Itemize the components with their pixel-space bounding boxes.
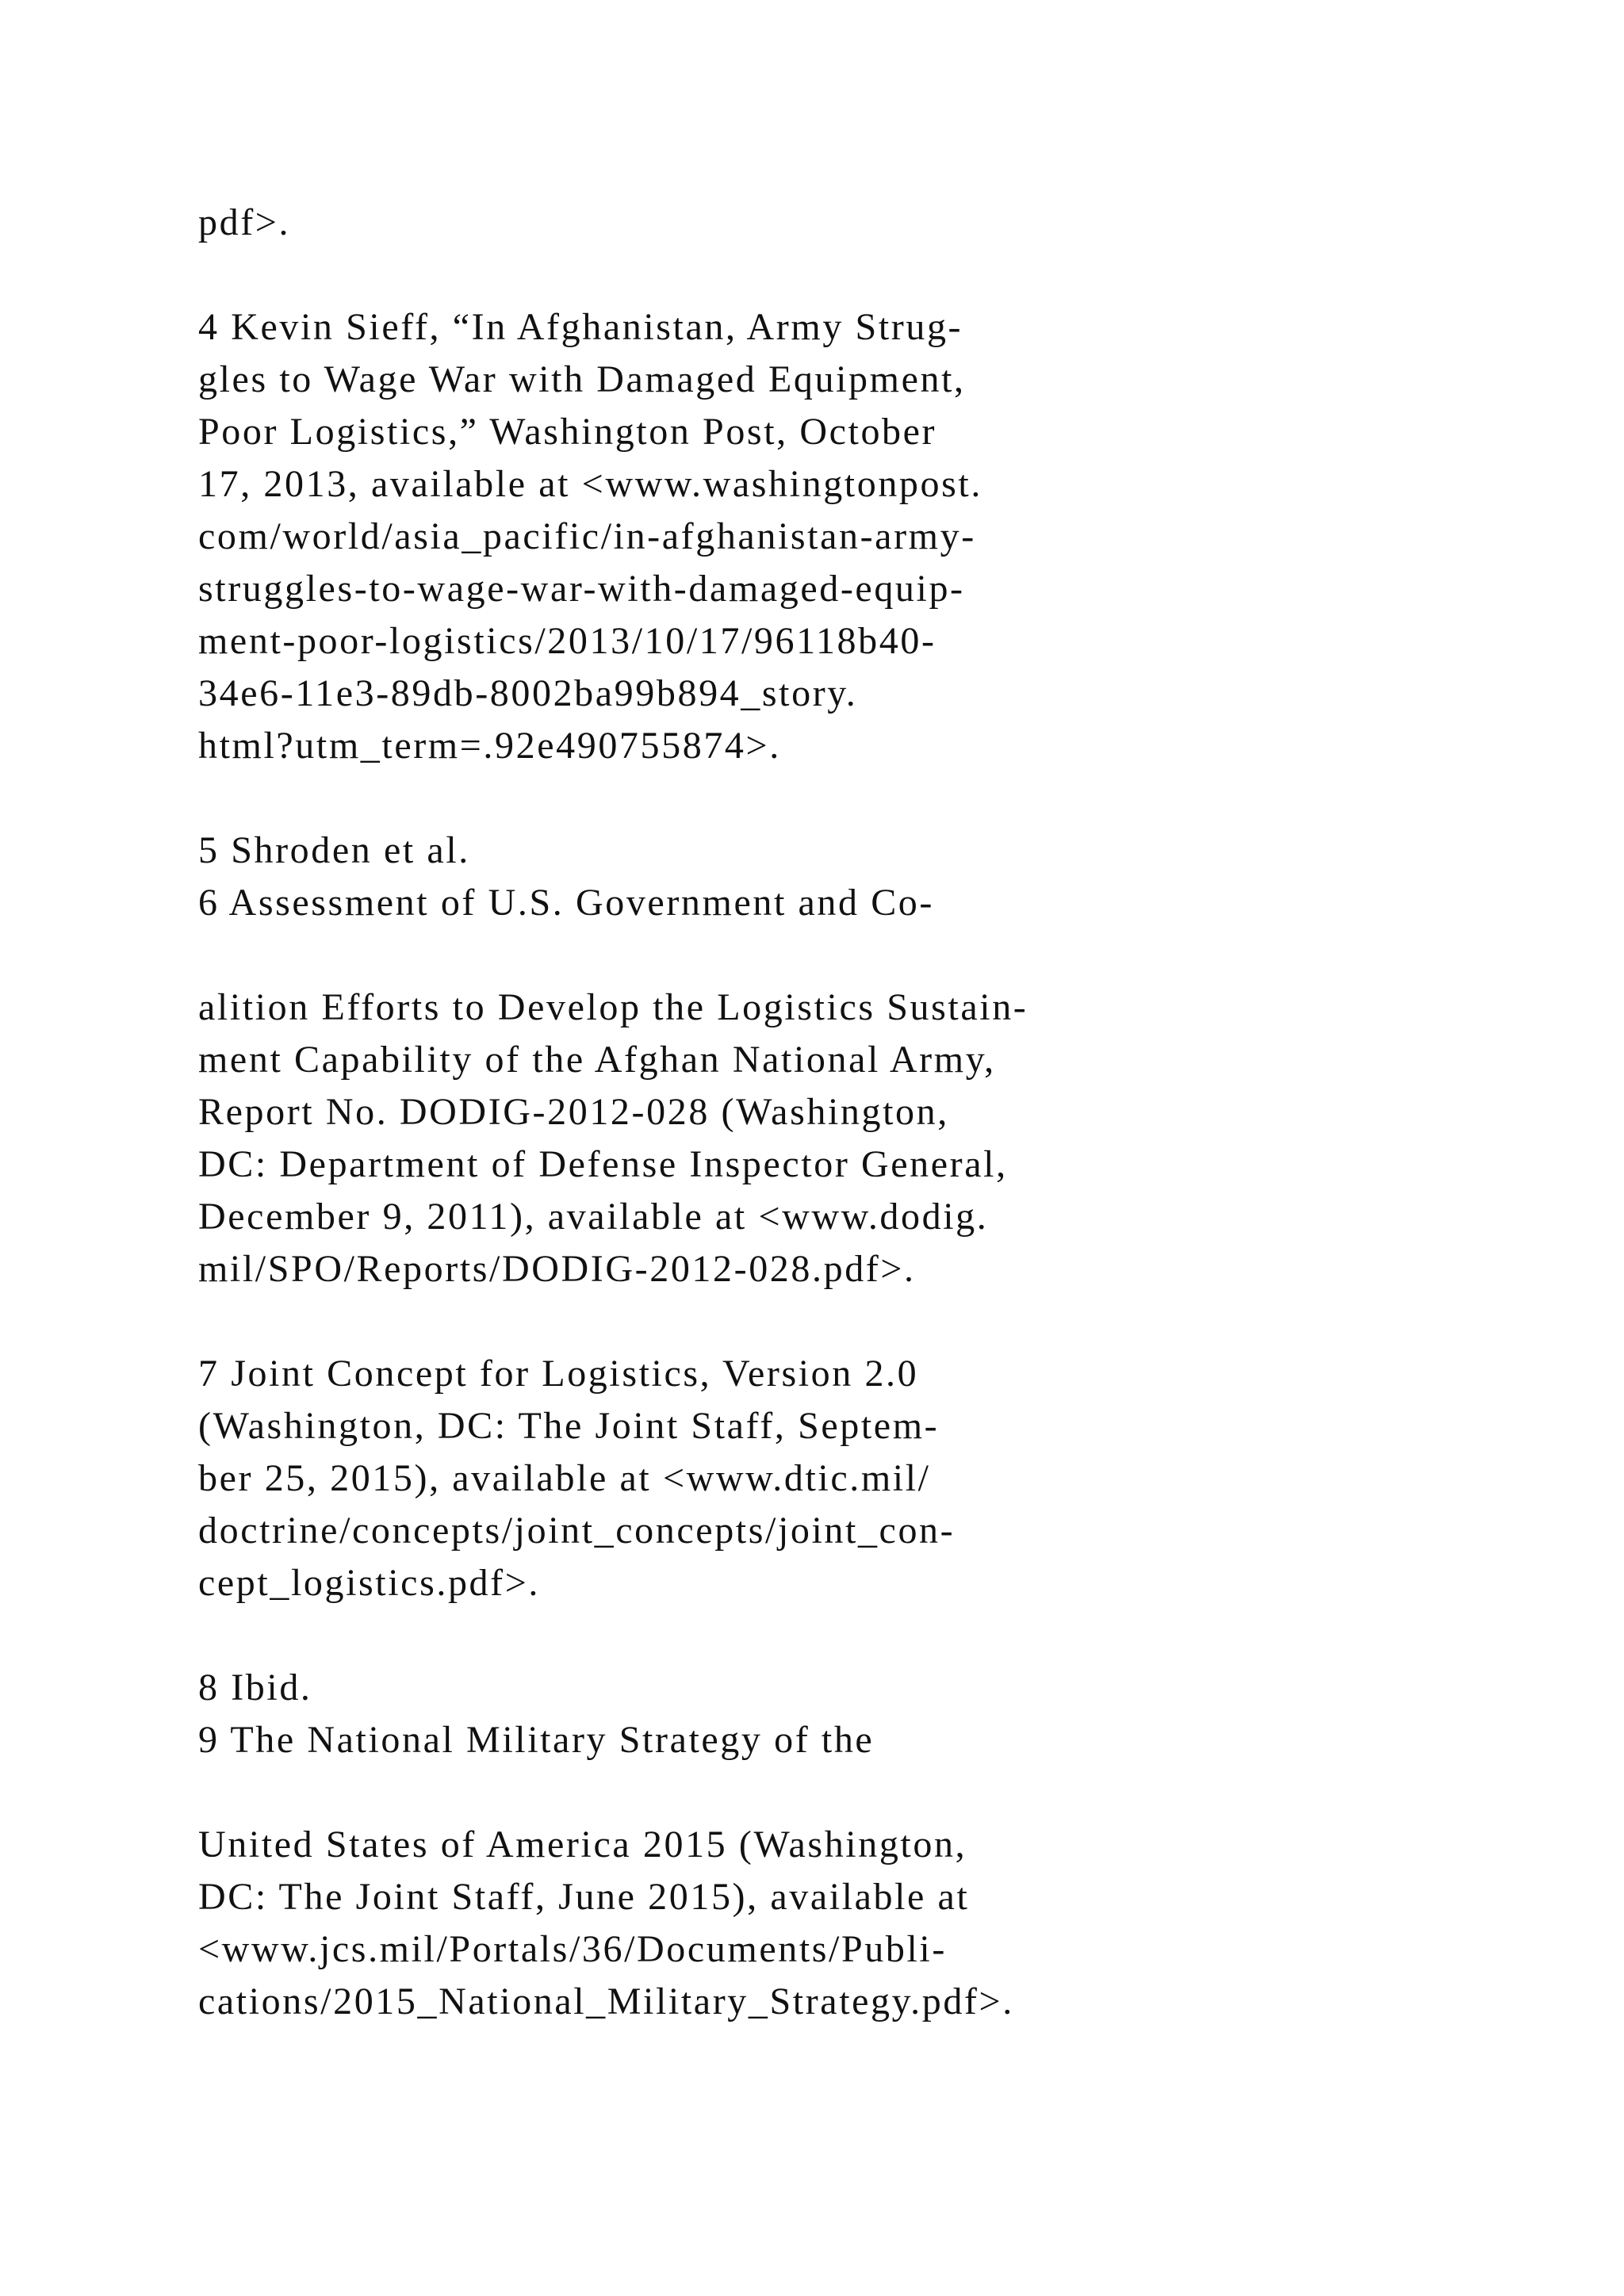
text-line: 6 Assessment of U.S. Government and Co- [198, 882, 934, 924]
text-line: 8 Ibid. [198, 1667, 312, 1709]
text-line: United States of America 2015 (Washington, [198, 1823, 967, 1866]
blank-line [198, 772, 1467, 825]
text-line: December 9, 2011), available at <www.dodig. [198, 1196, 989, 1238]
text-line: mil/SPO/Reports/DODIG-2012-028.pdf>. [198, 1248, 916, 1290]
text-line: ment-poor-logistics/2013/10/17/96118b40- [198, 620, 936, 662]
text-line: html?utm_term=.92e490755874>. [198, 725, 781, 767]
text-line: Report No. DODIG-2012-028 (Washington, [198, 1091, 949, 1133]
text-line: ber 25, 2015), available at <www.dtic.mil/ [198, 1457, 931, 1499]
text-line: <www.jcs.mil/Portals/36/Documents/Publi- [198, 1928, 947, 1970]
text-line: DC: The Joint Staff, June 2015), available at [198, 1876, 970, 1918]
text-line: alition Efforts to Develop the Logistics Sustain- [198, 986, 1028, 1028]
text-line: ment Capability of the Afghan National Army, [198, 1039, 996, 1081]
text-line: Poor Logistics,” Washington Post, October [198, 411, 937, 453]
text-line: 9 The National Military Strategy of the [198, 1719, 875, 1761]
blank-line [198, 1295, 1467, 1348]
blank-line [198, 1766, 1467, 1819]
text-line: gles to Wage War with Damaged Equipment, [198, 358, 966, 400]
text-line: (Washington, DC: The Joint Staff, Septem- [198, 1405, 940, 1447]
text-line: 34e6-11e3-89db-8002ba99b894_story. [198, 672, 858, 714]
text-line: 7 Joint Concept for Logistics, Version 2.0 [198, 1353, 919, 1395]
text-line: pdf>. [198, 201, 291, 243]
text-line: DC: Department of Defense Inspector General, [198, 1143, 1008, 1185]
text-line: 17, 2013, available at <www.washingtonpost. [198, 463, 982, 505]
text-line: struggles-to-wage-war-with-damaged-equip- [198, 568, 965, 610]
blank-line [198, 1609, 1467, 1662]
blank-line [198, 929, 1467, 982]
text-line: doctrine/concepts/joint_concepts/joint_con- [198, 1510, 956, 1552]
text-line: 4 Kevin Sieff, “In Afghanistan, Army Strug- [198, 306, 963, 348]
text-line: 5 Shroden et al. [198, 829, 470, 871]
text-line: cations/2015_National_Military_Strategy.pdf>. [198, 1980, 1014, 2022]
text-line: cept_logistics.pdf>. [198, 1562, 541, 1604]
endnotes-text [198, 197, 1467, 2028]
blank-line [198, 249, 1467, 301]
text-line: com/world/asia_pacific/in-afghanistan-army- [198, 515, 976, 557]
